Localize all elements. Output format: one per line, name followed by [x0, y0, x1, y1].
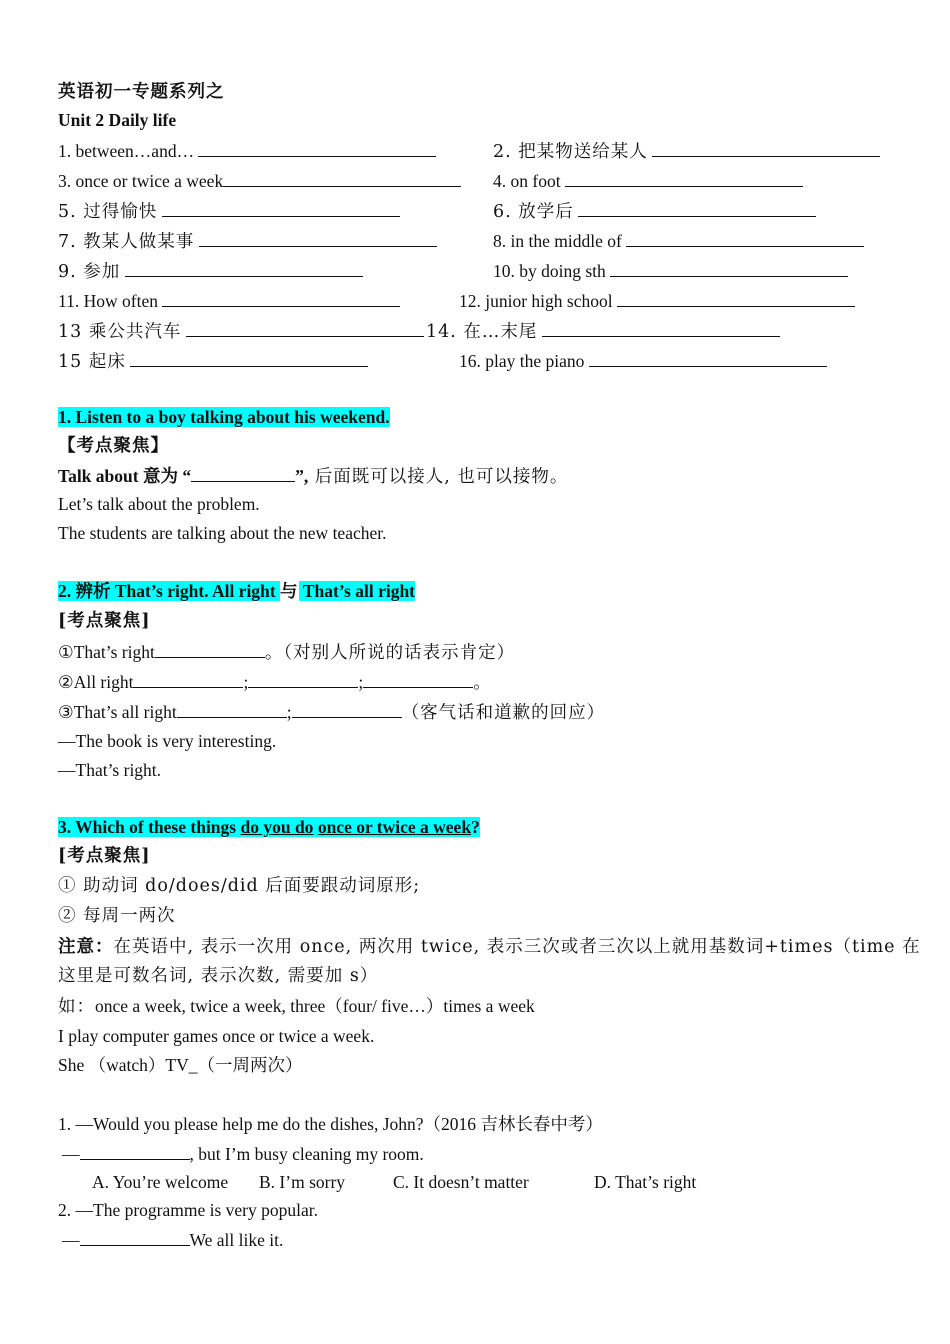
answer-blank[interactable]: [578, 198, 816, 217]
section1-example: Let’s talk about the problem.: [58, 494, 260, 514]
exercise-question: 1. —Would you please help me do the dishes, John?（2016 吉林长春中考）: [58, 1114, 603, 1134]
answer-blank[interactable]: [542, 318, 780, 337]
answer-blank[interactable]: [177, 699, 287, 718]
section3-exercise: She （watch）TV_（一周两次）: [58, 1055, 303, 1075]
section2-dialog: —The book is very interesting.: [58, 731, 277, 751]
vocab-item: 13 乘公共汽车: [58, 318, 424, 344]
section2-item: ②All right ; ; 。: [58, 669, 491, 694]
answer-blank[interactable]: [199, 228, 437, 247]
answer-blank[interactable]: [155, 639, 265, 658]
section3-note-cont: 这里是可数名词, 表示次数, 需要加 s）: [58, 966, 379, 986]
option-c[interactable]: C. It doesn’t matter: [393, 1172, 529, 1192]
answer-blank[interactable]: [130, 348, 368, 367]
series-title: 英语初一专题系列之: [58, 82, 225, 102]
answer-blank[interactable]: [133, 669, 243, 688]
vocab-item: 6. 放学后: [493, 198, 816, 224]
answer-blank[interactable]: [652, 138, 880, 157]
option-d[interactable]: D. That’s right: [594, 1172, 697, 1192]
option-a[interactable]: A. You’re welcome: [92, 1172, 229, 1192]
vocab-item: 4. on foot: [493, 168, 803, 193]
vocab-item: 12. junior high school: [459, 288, 855, 313]
exercise-question: 2. —The programme is very popular.: [58, 1200, 319, 1220]
vocab-item: 1. between…and…: [58, 138, 436, 163]
vocab-item: 3. once or twice a week: [58, 168, 461, 193]
option-b[interactable]: B. I’m sorry: [259, 1172, 346, 1192]
section2-focus: [考点聚焦]: [58, 611, 151, 631]
answer-blank[interactable]: [248, 669, 358, 688]
answer-blank[interactable]: [626, 228, 864, 247]
answer-blank[interactable]: [162, 288, 400, 307]
exercise-answer-line: — , but I’m busy cleaning my room.: [62, 1141, 424, 1166]
section2-heading: 2. 辨析 That’s right. All right 与 That’s all right: [58, 581, 416, 602]
section3-heading: 3. Which of these things do you do once or twice a week?: [58, 817, 480, 837]
vocab-item: 7. 教某人做某事: [58, 228, 437, 254]
section3-focus: [考点聚焦]: [58, 846, 151, 866]
answer-blank[interactable]: [610, 258, 848, 277]
section3-point: ② 每周一两次: [58, 906, 176, 926]
vocab-item: 10. by doing sth: [493, 258, 848, 283]
vocab-item: 16. play the piano: [459, 348, 827, 373]
answer-blank[interactable]: [186, 318, 424, 337]
answer-blank[interactable]: [162, 198, 400, 217]
section3-example-list: 如：once a week, twice a week, three（four/ five…）times a week: [58, 996, 535, 1017]
answer-blank[interactable]: [363, 669, 473, 688]
section3-note: 注意：在英语中, 表示一次用 once, 两次用 twice, 表示三次或者三次以上就用基数词+times（time 在: [58, 937, 921, 957]
answer-blank[interactable]: [125, 258, 363, 277]
section2-item: ③That’s all right ; （客气话和道歉的回应）: [58, 699, 605, 725]
vocab-item: 9. 参加: [58, 258, 363, 284]
vocab-item: 14. 在…末尾: [426, 318, 780, 344]
section2-item: ①That’s right 。（对别人所说的话表示肯定）: [58, 639, 515, 665]
vocab-item: 8. in the middle of: [493, 228, 864, 253]
vocab-item: 5. 过得愉快: [58, 198, 400, 224]
answer-blank[interactable]: [617, 288, 855, 307]
answer-blank[interactable]: [191, 463, 295, 482]
answer-blank[interactable]: [223, 168, 461, 187]
answer-blank[interactable]: [589, 348, 827, 367]
section2-dialog: —That’s right.: [58, 760, 162, 780]
answer-blank[interactable]: [80, 1141, 190, 1160]
section3-example: I play computer games once or twice a week.: [58, 1026, 375, 1046]
vocab-item: 11. How often: [58, 288, 400, 313]
section1-heading: 1. Listen to a boy talking about his weekend.: [58, 407, 390, 427]
section1-focus: 【考点聚焦】: [58, 436, 169, 456]
vocab-item: 2. 把某物送给某人: [493, 138, 880, 164]
answer-blank[interactable]: [80, 1227, 190, 1246]
exercise-answer-line: — We all like it.: [62, 1227, 283, 1252]
answer-blank[interactable]: [565, 168, 803, 187]
unit-title: Unit 2 Daily life: [58, 110, 177, 130]
answer-blank[interactable]: [198, 138, 436, 157]
section1-rule: Talk about 意为 “ ”, 后面既可以接人, 也可以接物。: [58, 463, 568, 489]
vocab-item: 15 起床: [58, 348, 368, 374]
answer-blank[interactable]: [292, 699, 402, 718]
section3-point: ① 助动词 do/does/did 后面要跟动词原形;: [58, 876, 421, 896]
section1-example: The students are talking about the new teacher.: [58, 523, 387, 543]
